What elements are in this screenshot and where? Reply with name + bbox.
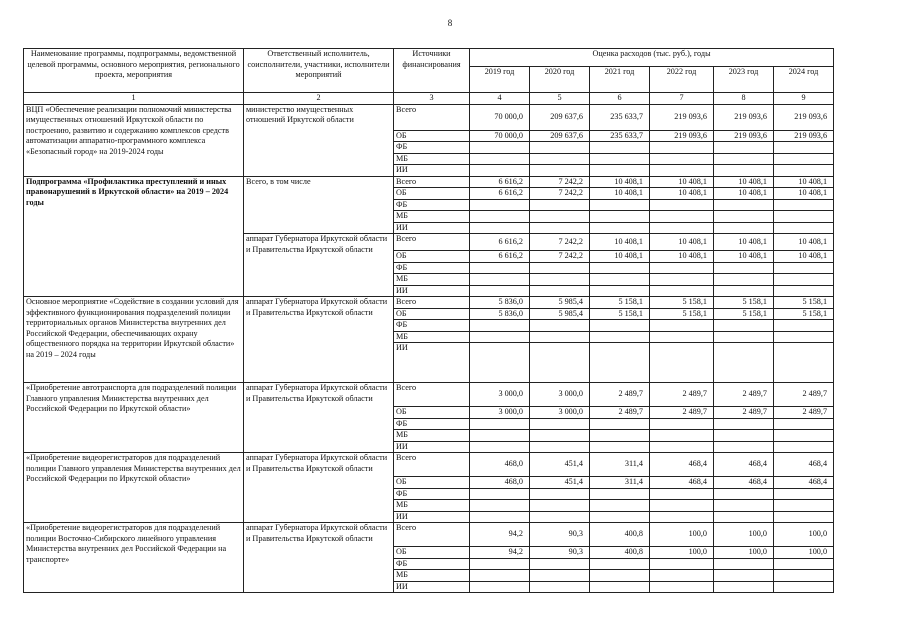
funding-source: ФБ bbox=[394, 488, 470, 500]
cost-cell: 10 408,1 bbox=[774, 251, 834, 263]
cost-cell bbox=[650, 488, 714, 500]
program-name: «Приобретение видеорегистраторов для подразделений полиции Восточно-Сибирского линейного управления Министерства внутренних дел Российской Федерации на транспорте» bbox=[24, 523, 244, 593]
cost-cell: 400,8 bbox=[590, 547, 650, 559]
funding-source: ИИ bbox=[394, 222, 470, 234]
cost-cell bbox=[590, 331, 650, 343]
funding-source: ИИ bbox=[394, 511, 470, 523]
funding-source: МБ bbox=[394, 570, 470, 582]
header-year: 2019 год bbox=[470, 67, 530, 93]
cost-cell bbox=[530, 511, 590, 523]
header-cost: Оценка расходов (тыс. руб.), годы bbox=[470, 49, 834, 67]
cost-cell bbox=[714, 343, 774, 383]
cost-cell bbox=[470, 570, 530, 582]
cost-cell bbox=[714, 211, 774, 223]
cost-cell: 219 093,6 bbox=[714, 104, 774, 130]
funding-source: ИИ bbox=[394, 285, 470, 297]
cost-cell bbox=[590, 142, 650, 154]
cost-cell: 10 408,1 bbox=[590, 176, 650, 188]
cost-cell bbox=[470, 211, 530, 223]
cost-cell bbox=[470, 165, 530, 177]
table-row bbox=[24, 453, 834, 477]
cost-cell: 468,4 bbox=[650, 453, 714, 477]
cost-cell bbox=[650, 274, 714, 286]
funding-source: ОБ bbox=[394, 188, 470, 200]
cost-cell bbox=[774, 441, 834, 453]
cost-cell bbox=[530, 331, 590, 343]
cost-cell bbox=[530, 222, 590, 234]
cost-cell: 2 489,7 bbox=[714, 407, 774, 419]
cost-cell bbox=[590, 320, 650, 332]
cost-cell bbox=[650, 418, 714, 430]
cost-cell bbox=[470, 142, 530, 154]
cost-cell bbox=[590, 199, 650, 211]
cost-cell bbox=[650, 153, 714, 165]
cost-cell: 219 093,6 bbox=[650, 130, 714, 142]
funding-source: ФБ bbox=[394, 558, 470, 570]
cost-cell bbox=[774, 558, 834, 570]
cost-cell: 3 000,0 bbox=[470, 383, 530, 407]
cost-cell: 468,4 bbox=[774, 453, 834, 477]
cost-cell bbox=[714, 262, 774, 274]
cost-cell bbox=[470, 320, 530, 332]
program-name: «Приобретение автотранспорта для подразделений полиции Главного управления Министерства внутренних дел Российской Федерации по Иркутской области» bbox=[24, 383, 244, 453]
cost-cell bbox=[774, 165, 834, 177]
funding-source: ОБ bbox=[394, 308, 470, 320]
cost-cell bbox=[530, 274, 590, 286]
column-number: 7 bbox=[650, 93, 714, 105]
cost-cell bbox=[590, 211, 650, 223]
funding-source: МБ bbox=[394, 331, 470, 343]
cost-cell: 5 158,1 bbox=[590, 297, 650, 309]
cost-cell: 219 093,6 bbox=[774, 104, 834, 130]
cost-cell: 100,0 bbox=[714, 523, 774, 547]
funding-source: ИИ bbox=[394, 441, 470, 453]
cost-cell bbox=[774, 153, 834, 165]
cost-cell: 6 616,2 bbox=[470, 188, 530, 200]
executor: аппарат Губернатора Иркутской области и Правительства Иркутской области bbox=[244, 523, 394, 593]
funding-source: ОБ bbox=[394, 407, 470, 419]
cost-cell: 6 616,2 bbox=[470, 176, 530, 188]
cost-cell: 10 408,1 bbox=[590, 188, 650, 200]
funding-source: МБ bbox=[394, 500, 470, 512]
cost-cell bbox=[590, 570, 650, 582]
cost-cell: 468,4 bbox=[650, 477, 714, 489]
cost-cell bbox=[650, 441, 714, 453]
cost-cell: 219 093,6 bbox=[714, 130, 774, 142]
table-row bbox=[24, 104, 834, 130]
cost-cell: 2 489,7 bbox=[650, 383, 714, 407]
cost-cell bbox=[470, 430, 530, 442]
cost-cell: 10 408,1 bbox=[714, 176, 774, 188]
cost-cell bbox=[714, 153, 774, 165]
cost-cell bbox=[714, 441, 774, 453]
cost-cell bbox=[590, 285, 650, 297]
cost-cell bbox=[650, 222, 714, 234]
executor: аппарат Губернатора Иркутской области и Правительства Иркутской области bbox=[244, 297, 394, 383]
cost-cell: 70 000,0 bbox=[470, 130, 530, 142]
funding-source: ФБ bbox=[394, 262, 470, 274]
cost-cell: 10 408,1 bbox=[714, 234, 774, 251]
column-number: 6 bbox=[590, 93, 650, 105]
cost-cell: 219 093,6 bbox=[650, 104, 714, 130]
header-year: 2020 год bbox=[530, 67, 590, 93]
executor: министерство имущественных отношений Иркутской области bbox=[244, 104, 394, 176]
cost-cell: 5 158,1 bbox=[590, 308, 650, 320]
cost-cell bbox=[530, 285, 590, 297]
cost-cell bbox=[774, 581, 834, 593]
cost-cell: 5 158,1 bbox=[650, 308, 714, 320]
cost-cell bbox=[470, 331, 530, 343]
cost-cell bbox=[530, 418, 590, 430]
column-number: 4 bbox=[470, 93, 530, 105]
funding-source: Всего bbox=[394, 453, 470, 477]
cost-cell bbox=[530, 343, 590, 383]
cost-cell: 311,4 bbox=[590, 477, 650, 489]
column-number: 1 bbox=[24, 93, 244, 105]
cost-cell bbox=[530, 570, 590, 582]
cost-cell bbox=[714, 570, 774, 582]
funding-source: ФБ bbox=[394, 320, 470, 332]
cost-cell: 2 489,7 bbox=[650, 407, 714, 419]
cost-cell: 5 985,4 bbox=[530, 308, 590, 320]
header-year: 2024 год bbox=[774, 67, 834, 93]
cost-cell bbox=[650, 511, 714, 523]
column-number: 5 bbox=[530, 93, 590, 105]
cost-cell bbox=[714, 331, 774, 343]
cost-cell bbox=[774, 570, 834, 582]
header-executor: Ответственный исполнитель, соисполнители, участники, исполнители мероприятий bbox=[244, 49, 394, 93]
cost-cell bbox=[590, 165, 650, 177]
cost-cell bbox=[714, 199, 774, 211]
cost-cell bbox=[714, 142, 774, 154]
cost-cell: 100,0 bbox=[650, 547, 714, 559]
cost-cell bbox=[774, 211, 834, 223]
cost-cell bbox=[590, 262, 650, 274]
cost-cell bbox=[714, 274, 774, 286]
cost-cell: 90,3 bbox=[530, 547, 590, 559]
cost-cell bbox=[470, 500, 530, 512]
cost-cell: 5 836,0 bbox=[470, 308, 530, 320]
cost-cell: 100,0 bbox=[650, 523, 714, 547]
column-number: 8 bbox=[714, 93, 774, 105]
cost-cell: 10 408,1 bbox=[650, 251, 714, 263]
cost-cell bbox=[470, 343, 530, 383]
cost-cell bbox=[590, 488, 650, 500]
cost-cell bbox=[774, 500, 834, 512]
cost-cell bbox=[530, 165, 590, 177]
cost-cell: 2 489,7 bbox=[590, 407, 650, 419]
funding-source: ФБ bbox=[394, 199, 470, 211]
column-number: 9 bbox=[774, 93, 834, 105]
cost-cell bbox=[590, 343, 650, 383]
executor: аппарат Губернатора Иркутской области и Правительства Иркутской области bbox=[244, 453, 394, 523]
cost-cell bbox=[650, 211, 714, 223]
cost-cell: 235 633,7 bbox=[590, 130, 650, 142]
funding-source: МБ bbox=[394, 430, 470, 442]
cost-cell bbox=[650, 142, 714, 154]
program-name: Основное мероприятие «Содействие в создании условий для эффективного функционирования подразделений полиции территориальных органов Министерства внутренних дел Российской Федерации, обеспечивающих охрану общественного порядка на территории Иркутской области» на 2019 – 2024 годы bbox=[24, 297, 244, 383]
cost-cell bbox=[774, 430, 834, 442]
cost-cell: 2 489,7 bbox=[590, 383, 650, 407]
cost-cell: 5 158,1 bbox=[714, 297, 774, 309]
cost-cell bbox=[650, 165, 714, 177]
funding-source: ИИ bbox=[394, 343, 470, 383]
cost-cell: 10 408,1 bbox=[714, 188, 774, 200]
cost-cell: 311,4 bbox=[590, 453, 650, 477]
cost-cell: 7 242,2 bbox=[530, 188, 590, 200]
cost-cell bbox=[650, 199, 714, 211]
cost-cell bbox=[530, 441, 590, 453]
cost-cell bbox=[590, 500, 650, 512]
funding-source: ФБ bbox=[394, 418, 470, 430]
executor: аппарат Губернатора Иркутской области и Правительства Иркутской области bbox=[244, 383, 394, 453]
cost-cell bbox=[650, 285, 714, 297]
cost-cell bbox=[714, 500, 774, 512]
cost-cell: 468,0 bbox=[470, 453, 530, 477]
funding-source: Всего bbox=[394, 297, 470, 309]
cost-cell bbox=[530, 199, 590, 211]
funding-source: Всего bbox=[394, 104, 470, 130]
cost-cell bbox=[774, 222, 834, 234]
cost-cell bbox=[650, 570, 714, 582]
cost-cell: 90,3 bbox=[530, 523, 590, 547]
cost-cell: 7 242,2 bbox=[530, 251, 590, 263]
cost-cell: 468,4 bbox=[714, 477, 774, 489]
cost-cell bbox=[470, 558, 530, 570]
cost-cell bbox=[590, 418, 650, 430]
cost-cell bbox=[470, 262, 530, 274]
cost-cell: 5 158,1 bbox=[774, 297, 834, 309]
cost-cell: 70 000,0 bbox=[470, 104, 530, 130]
cost-cell bbox=[590, 558, 650, 570]
header-year: 2023 год bbox=[714, 67, 774, 93]
cost-cell: 10 408,1 bbox=[650, 176, 714, 188]
cost-cell: 3 000,0 bbox=[530, 383, 590, 407]
cost-cell: 468,4 bbox=[774, 477, 834, 489]
cost-cell: 219 093,6 bbox=[774, 130, 834, 142]
cost-cell bbox=[774, 511, 834, 523]
cost-cell bbox=[590, 222, 650, 234]
cost-cell: 451,4 bbox=[530, 477, 590, 489]
cost-cell bbox=[650, 331, 714, 343]
header-source: Источники финансирования bbox=[394, 49, 470, 93]
cost-cell: 5 836,0 bbox=[470, 297, 530, 309]
funding-source: ИИ bbox=[394, 165, 470, 177]
cost-cell bbox=[714, 320, 774, 332]
cost-cell: 100,0 bbox=[774, 547, 834, 559]
cost-cell bbox=[470, 274, 530, 286]
page-number: 8 bbox=[447, 18, 453, 28]
cost-cell bbox=[650, 558, 714, 570]
cost-cell: 2 489,7 bbox=[774, 407, 834, 419]
cost-cell: 94,2 bbox=[470, 547, 530, 559]
cost-cell bbox=[590, 581, 650, 593]
cost-cell bbox=[530, 153, 590, 165]
cost-cell bbox=[470, 153, 530, 165]
cost-cell bbox=[590, 274, 650, 286]
cost-cell: 10 408,1 bbox=[650, 234, 714, 251]
cost-cell bbox=[714, 165, 774, 177]
cost-cell bbox=[530, 581, 590, 593]
cost-cell bbox=[650, 262, 714, 274]
cost-cell: 3 000,0 bbox=[530, 407, 590, 419]
cost-cell: 400,8 bbox=[590, 523, 650, 547]
program-name: ВЦП «Обеспечение реализации полномочий министерства имущественных отношений Иркутской области по построению, развитию и содержанию комплексов средств автоматизации аппаратно-программного комплекса «Безопасный город» на 2019-2024 годы bbox=[24, 104, 244, 176]
cost-cell: 7 242,2 bbox=[530, 234, 590, 251]
cost-cell bbox=[714, 488, 774, 500]
cost-cell: 10 408,1 bbox=[650, 188, 714, 200]
funding-source: Всего bbox=[394, 523, 470, 547]
header-name: Наименование программы, подпрограммы, ведомственной целевой программы, основного мероприятия, регионального проекта, мероприятия bbox=[24, 49, 244, 93]
cost-cell bbox=[470, 488, 530, 500]
cost-cell bbox=[774, 418, 834, 430]
cost-cell: 94,2 bbox=[470, 523, 530, 547]
cost-cell: 10 408,1 bbox=[774, 234, 834, 251]
cost-cell: 5 158,1 bbox=[714, 308, 774, 320]
cost-cell bbox=[470, 441, 530, 453]
cost-cell bbox=[774, 274, 834, 286]
cost-cell bbox=[470, 222, 530, 234]
table-row bbox=[24, 383, 834, 407]
cost-cell: 7 242,2 bbox=[530, 176, 590, 188]
cost-cell bbox=[650, 320, 714, 332]
cost-cell bbox=[470, 581, 530, 593]
cost-cell bbox=[530, 320, 590, 332]
cost-cell bbox=[650, 343, 714, 383]
cost-cell bbox=[714, 285, 774, 297]
funding-source: Всего bbox=[394, 383, 470, 407]
cost-cell bbox=[774, 320, 834, 332]
cost-cell bbox=[774, 262, 834, 274]
cost-cell: 5 158,1 bbox=[774, 308, 834, 320]
table-row bbox=[24, 523, 834, 547]
funding-source: Всего bbox=[394, 176, 470, 188]
cost-cell: 10 408,1 bbox=[714, 251, 774, 263]
cost-cell bbox=[470, 199, 530, 211]
program-name: «Приобретение видеорегистраторов для подразделений полиции Главного управления Министерства внутренних дел Российской Федерации по Иркутской области» bbox=[24, 453, 244, 523]
cost-cell: 5 158,1 bbox=[650, 297, 714, 309]
budget-table bbox=[23, 48, 834, 593]
program-name: Подпрограмма «Профилактика преступлений и иных правонарушений в Иркутской области» на 2019 – 2024 годы bbox=[24, 176, 244, 297]
cost-cell: 468,0 bbox=[470, 477, 530, 489]
cost-cell: 100,0 bbox=[774, 523, 834, 547]
cost-cell bbox=[714, 558, 774, 570]
cost-cell bbox=[714, 511, 774, 523]
cost-cell bbox=[530, 430, 590, 442]
cost-cell: 2 489,7 bbox=[774, 383, 834, 407]
cost-cell: 6 616,2 bbox=[470, 251, 530, 263]
funding-source: ОБ bbox=[394, 251, 470, 263]
cost-cell bbox=[590, 441, 650, 453]
cost-cell bbox=[470, 285, 530, 297]
cost-cell: 10 408,1 bbox=[774, 176, 834, 188]
cost-cell bbox=[714, 430, 774, 442]
cost-cell bbox=[530, 558, 590, 570]
funding-source: ОБ bbox=[394, 130, 470, 142]
cost-cell bbox=[714, 222, 774, 234]
cost-cell: 10 408,1 bbox=[590, 251, 650, 263]
table-row bbox=[24, 297, 834, 309]
cost-cell bbox=[774, 488, 834, 500]
funding-source: ФБ bbox=[394, 142, 470, 154]
cost-cell bbox=[530, 488, 590, 500]
cost-cell bbox=[530, 142, 590, 154]
funding-source: МБ bbox=[394, 211, 470, 223]
cost-cell: 2 489,7 bbox=[714, 383, 774, 407]
executor: аппарат Губернатора Иркутской области и Правительства Иркутской области bbox=[244, 234, 394, 297]
funding-source: Всего bbox=[394, 234, 470, 251]
funding-source: ИИ bbox=[394, 581, 470, 593]
cost-cell: 5 985,4 bbox=[530, 297, 590, 309]
funding-source: МБ bbox=[394, 274, 470, 286]
header-year: 2022 год bbox=[650, 67, 714, 93]
cost-cell bbox=[774, 285, 834, 297]
cost-cell: 3 000,0 bbox=[470, 407, 530, 419]
cost-cell bbox=[714, 418, 774, 430]
cost-cell: 100,0 bbox=[714, 547, 774, 559]
column-number: 3 bbox=[394, 93, 470, 105]
cost-cell bbox=[774, 142, 834, 154]
executor: Всего, в том числе bbox=[244, 176, 394, 234]
cost-cell bbox=[530, 262, 590, 274]
cost-cell bbox=[470, 418, 530, 430]
cost-cell: 209 637,6 bbox=[530, 130, 590, 142]
cost-cell bbox=[714, 581, 774, 593]
table-row bbox=[24, 176, 834, 188]
cost-cell bbox=[530, 211, 590, 223]
cost-cell bbox=[774, 331, 834, 343]
cost-cell bbox=[650, 430, 714, 442]
cost-cell: 235 633,7 bbox=[590, 104, 650, 130]
cost-cell bbox=[650, 581, 714, 593]
cost-cell bbox=[470, 511, 530, 523]
cost-cell: 10 408,1 bbox=[590, 234, 650, 251]
cost-cell: 451,4 bbox=[530, 453, 590, 477]
column-number: 2 bbox=[244, 93, 394, 105]
header-year: 2021 год bbox=[590, 67, 650, 93]
cost-cell bbox=[590, 153, 650, 165]
cost-cell: 10 408,1 bbox=[774, 188, 834, 200]
cost-cell: 6 616,2 bbox=[470, 234, 530, 251]
cost-cell bbox=[590, 511, 650, 523]
cost-cell: 209 637,6 bbox=[530, 104, 590, 130]
cost-cell bbox=[774, 199, 834, 211]
cost-cell bbox=[590, 430, 650, 442]
funding-source: ОБ bbox=[394, 547, 470, 559]
cost-cell bbox=[774, 343, 834, 383]
funding-source: МБ bbox=[394, 153, 470, 165]
cost-cell bbox=[650, 500, 714, 512]
cost-cell: 468,4 bbox=[714, 453, 774, 477]
cost-cell bbox=[530, 500, 590, 512]
funding-source: ОБ bbox=[394, 477, 470, 489]
